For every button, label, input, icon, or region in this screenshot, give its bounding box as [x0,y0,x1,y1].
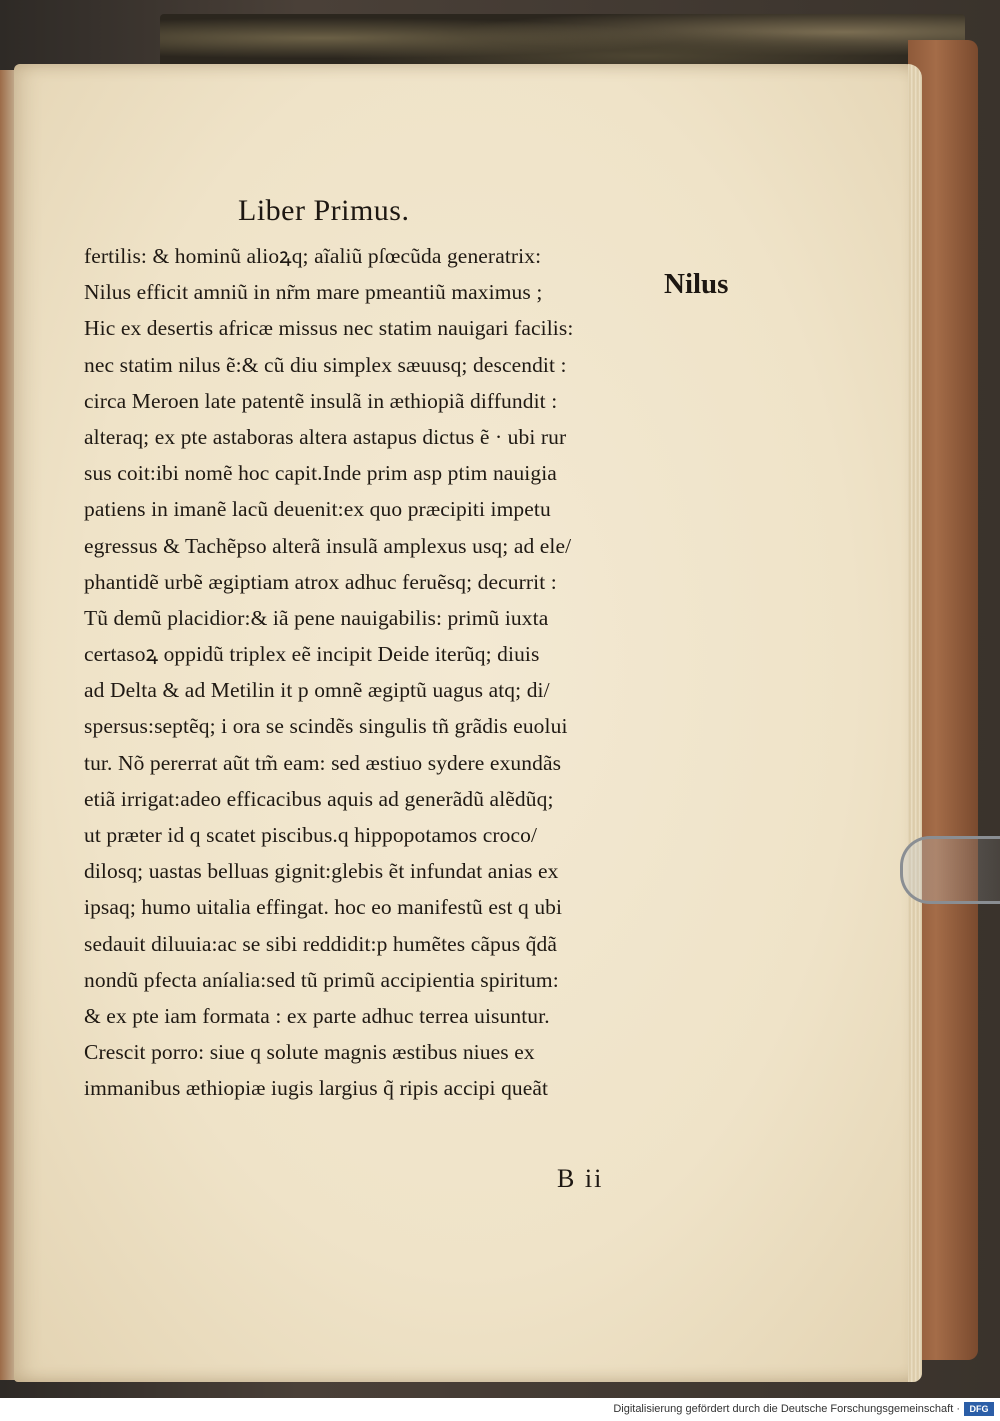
text-line: phantidẽ urbẽ ægiptiam atrox adhuc feruẽsq; decurrit : [84,569,557,594]
book-clasp [900,836,1000,904]
marginal-note: Nilus [664,268,729,300]
text-line: ad Delta & ad Metilin it p omnẽ ægiptũ uagus atq; di/ [84,678,550,703]
text-line: certasoꝝ oppidũ triplex eẽ incipit Deide iterũq; diuis [84,642,540,667]
text-line: sus coit:ibi nomẽ hoc capit.Inde prim asp ptim nauigia [84,461,557,486]
footer-bar [0,1398,1000,1421]
funding-credit: Digitalisierung gefördert durch die Deutsche Forschungsgemeinschaft · [613,1403,960,1415]
text-line: etiã irrigat:adeo efficacibus aquis ad generãdũ alẽdũq; [84,786,554,811]
text-line: Tũ demũ placidior:& iã pene nauigabilis: primũ iuxta [84,605,549,630]
page-edges [908,64,922,1382]
text-line: nec statim nilus ẽ:& cũ diu simplex sæuusq; descendit : [84,352,567,377]
text-line: ut præter id q scatet piscibus.q hippopotamos croco/ [84,823,538,847]
text-line: Nilus efficit amniũ in nr̃m mare pmeantiũ maximus ; [84,280,543,305]
text-line: immanibus æthiopiæ iugis largius q̃ ripis accipi queãt [84,1076,549,1101]
text-line: ipsaq; humo uitalia effingat. hoc eo manifestũ est q ubi [84,895,563,920]
text-line: patiens in imanẽ lacũ deuenit:ex quo præcipiti impetu [84,497,551,522]
text-line: sedauit diluuia:ac se sibi reddidit:p humẽtes cãpus q̃dã [84,931,558,956]
running-head: Liber Primus. [238,194,410,227]
text-line: Crescit porro: siue q solute magnis æstibus niues ex [84,1040,535,1065]
text-line: & ex pte iam formata : ex parte adhuc terrea uisuntur. [84,1003,550,1028]
text-line: dilosq; uastas belluas gignit:glebis ẽt infundat anias ex [84,859,559,884]
text-line: Hic ex desertis africæ missus nec statim nauigari facilis: [84,316,574,341]
text-line: tur. Nõ pererrat aũt tm̃ eam: sed æstiuo sydere exundãs [84,750,562,775]
text-line: spersus:septẽq; i ora se scindẽs singulis tñ grãdis euolui [84,714,568,739]
signature-mark: B ii [557,1164,604,1193]
text-line: egressus & Tachẽpso alterã insulã amplexus usq; ad ele/ [84,533,572,558]
text-block [84,238,684,1107]
text-line: nondũ pfecta aníalia:sed tũ primũ accipientia spiritum: [84,967,559,992]
dfg-logo-icon: DFG [964,1402,994,1416]
text-line: circa Meroen late patentẽ insulã in æthiopiã diffundit : [84,388,558,413]
text-line: fertilis: & hominũ alioꝝq; aĩaliũ pſœcũda generatrix: [84,244,542,268]
text-line: alteraq; ex pte astaboras altera astapus dictus ẽ · ubi rur [84,424,567,449]
